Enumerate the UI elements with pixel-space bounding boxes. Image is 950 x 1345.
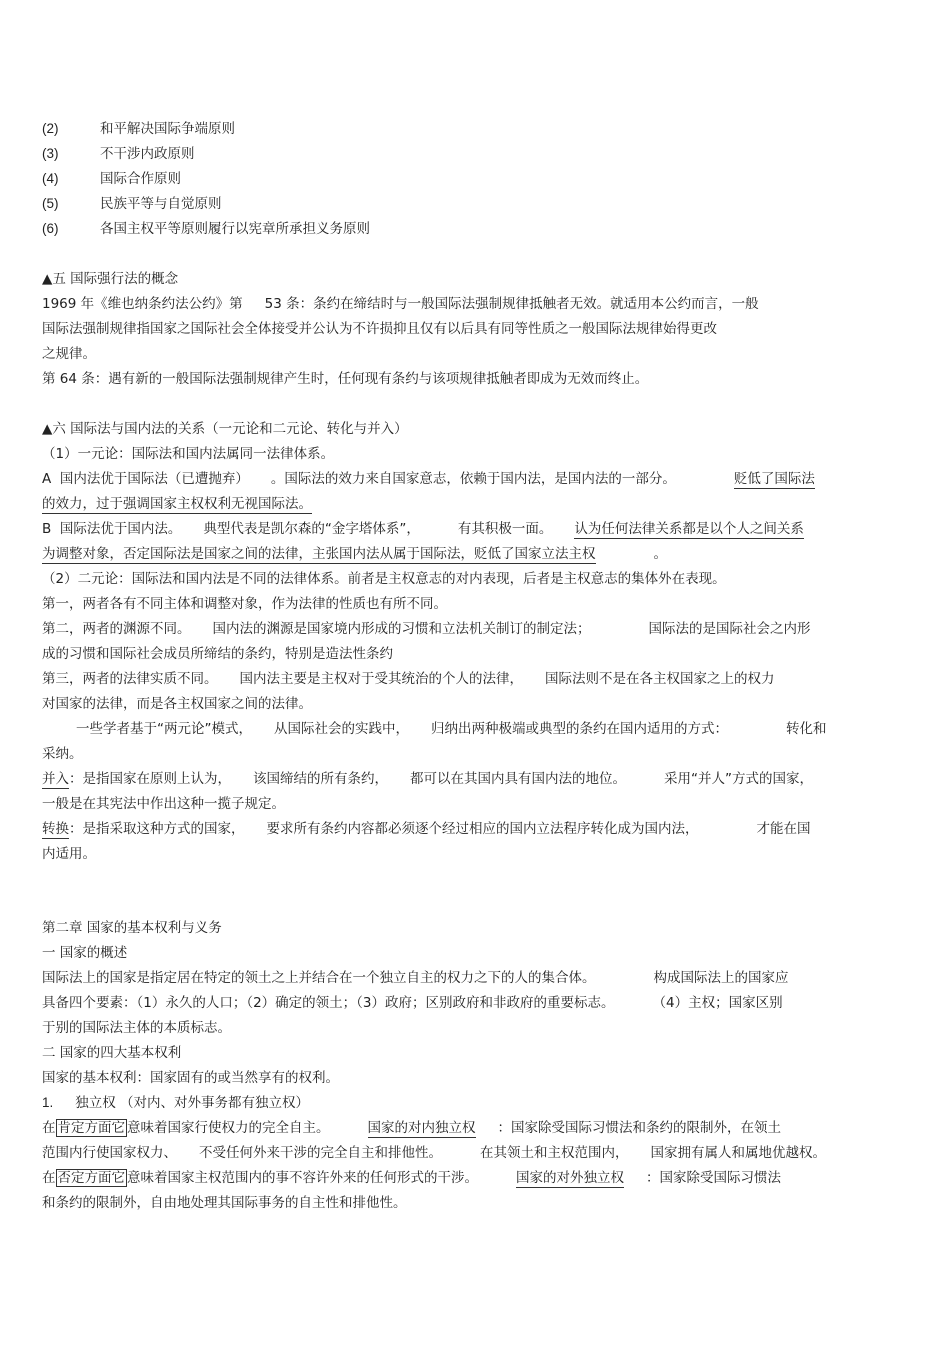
paragraph-line: 于别的国际法主体的本质标志。 <box>42 1020 231 1036</box>
paragraph-line: （2）二元论：国际法和国内法是不同的法律体系。前者是主权意志的对内表现，后者是主权意志的集体外在表现。 <box>42 571 726 587</box>
underlined-term: 转换 <box>42 821 69 837</box>
paragraph-line: 为调整对象，否定国际法是国家之间的法律，主张国内法从属于国际法，贬低了国家立法主权 。 <box>42 546 667 562</box>
section-heading: 二 国家的四大基本权利 <box>42 1045 182 1061</box>
paragraph-line: A 国内法优于国际法（已遭抛弃） 。国际法的效力来自国家意志，依赖于国内法，是国内法的一部分。 贬低了国际法 <box>42 471 815 487</box>
underlined-text: 为调整对象，否定国际法是国家之间的法律，主张国内法从属于国际法，贬低了国家立法主权 <box>42 546 596 562</box>
section-heading: ▲六 国际法与国内法的关系（一元论和二元论、转化与并入） <box>42 421 408 437</box>
paragraph-line: 成的习惯和国际社会成员所缔结的条约，特别是造法性条约 <box>42 646 393 662</box>
boxed-text: 否定方面它 <box>57 1170 125 1186</box>
paragraph-line: 第一，两者各有不同主体和调整对象，作为法律的性质也有所不同。 <box>42 596 447 612</box>
list-item: (5) 民族平等与自觉原则 <box>42 196 222 212</box>
section-heading: 一 国家的概述 <box>42 945 128 961</box>
paragraph-line: 国际法强制规律指国家之国际社会全体接受并公认为不许损抑且仅有以后具有同等性质之一般国际法规律始得更改 <box>42 321 717 337</box>
chapter-title: 第二章 国家的基本权利与义务 <box>42 920 222 936</box>
list-item: (3) 不干涉内政原则 <box>42 146 195 162</box>
boxed-text: 肯定方面它 <box>57 1120 125 1136</box>
paragraph-line: 第三，两者的法律实质不同。 国内法主要是主权对于受其统治的个人的法律， 国际法则不是在各主权国家之上的权力 <box>42 671 775 687</box>
list-item: (4) 国际合作原则 <box>42 171 181 187</box>
paragraph-line: 第二，两者的渊源不同。 国内法的渊源是国家境内形成的习惯和立法机关制订的制定法； 国际法的是国际社会之内形 <box>42 621 811 637</box>
paragraph-line: 对国家的法律，而是各主权国家之间的法律。 <box>42 696 312 712</box>
paragraph-line: 采纳。 <box>42 746 83 762</box>
paragraph-line: 国际法上的国家是指定居在特定的领土之上并结合在一个独立自主的权力之下的人的集合体。 构成国际法上的国家应 <box>42 970 789 986</box>
underlined-text: 认为任何法律关系都是以个人之间关系 <box>574 521 804 537</box>
paragraph-line: B 国际法优于国内法。 典型代表是凯尔森的“金字塔体系”， 有其积极一面。 认为任何法律关系都是以个人之间关系 <box>42 521 804 537</box>
paragraph-line: 范围内行使国家权力、 不受任何外来干涉的完全自主和排他性。 在其领土和主权范围内， 国家拥有属人和属地优越权。 <box>42 1145 826 1161</box>
paragraph-line: 国家的基本权利：国家固有的或当然享有的权利。 <box>42 1070 339 1086</box>
subsection-heading: 1. 独立权 （对内、对外事务都有独立权） <box>42 1095 310 1111</box>
list-item: (6) 各国主权平等原则履行以宪章所承担义务原则 <box>42 221 370 237</box>
paragraph-line: 并入：是指国家在原则上认为， 该国缔结的所有条约， 都可以在其国内具有国内法的地位。 采用“并人”方式的国家， <box>42 771 813 787</box>
list-item: (2) 和平解决国际争端原则 <box>42 121 235 137</box>
paragraph-line: 一些学者基于“两元论”模式， 从国际社会的实践中， 归纳出两种极端或典型的条约在国内适用的方式： 转化和 <box>76 721 827 737</box>
paragraph-line: 之规律。 <box>42 346 96 362</box>
paragraph-line: 内适用。 <box>42 846 96 862</box>
underlined-text: 国家的对外独立权 <box>516 1170 624 1186</box>
paragraph-line: 在 否定方面它 意味着国家主权范围内的事不容许外来的任何形式的干涉。 国家的对外独立权 ：国家除受国际习惯法 <box>42 1170 781 1186</box>
paragraph-line: 转换：是指采取这种方式的国家， 要求所有条约内容都必须逐个经过相应的国内立法程序转化成为国内法， 才能在国 <box>42 821 811 837</box>
paragraph-line: 1969 年《维也纳条约法公约》第 53 条：条约在缔结时与一般国际法强制规律抵触者无效。就适用本公约而言，一般 <box>42 296 759 312</box>
paragraph-line: 一般是在其宪法中作出这种一揽子规定。 <box>42 796 285 812</box>
underlined-text: 贬低了国际法 <box>733 471 815 487</box>
paragraph-line: 和条约的限制外，自由地处理其国际事务的自主性和排他性。 <box>42 1195 407 1211</box>
underlined-text: 的效力，过于强调国家主权权利无视国际法。 <box>42 496 312 512</box>
paragraph-line: （1）一元论：国际法和国内法属同一法律体系。 <box>42 446 335 462</box>
paragraph-line: 在 肯定方面它 意味着国家行使权力的完全自主。 国家的对内独立权 ：国家除受国际习惯法和条约的限制外，在领土 <box>42 1120 781 1136</box>
underlined-text: 国家的对内独立权 <box>367 1120 476 1136</box>
paragraph-line: 第 64 条：遇有新的一般国际法强制规律产生时，任何现有条约与该项规律抵触者即成为无效而终止。 <box>42 371 649 387</box>
section-heading: ▲五 国际强行法的概念 <box>42 271 179 287</box>
paragraph-line: 具备四个要素：（1）永久的人口；（2）确定的领土；（3）政府；区别政府和非政府的重要标志。 （4）主权；国家区别 <box>42 995 783 1011</box>
underlined-term: 并入 <box>42 771 69 787</box>
paragraph-line <box>42 494 892 514</box>
